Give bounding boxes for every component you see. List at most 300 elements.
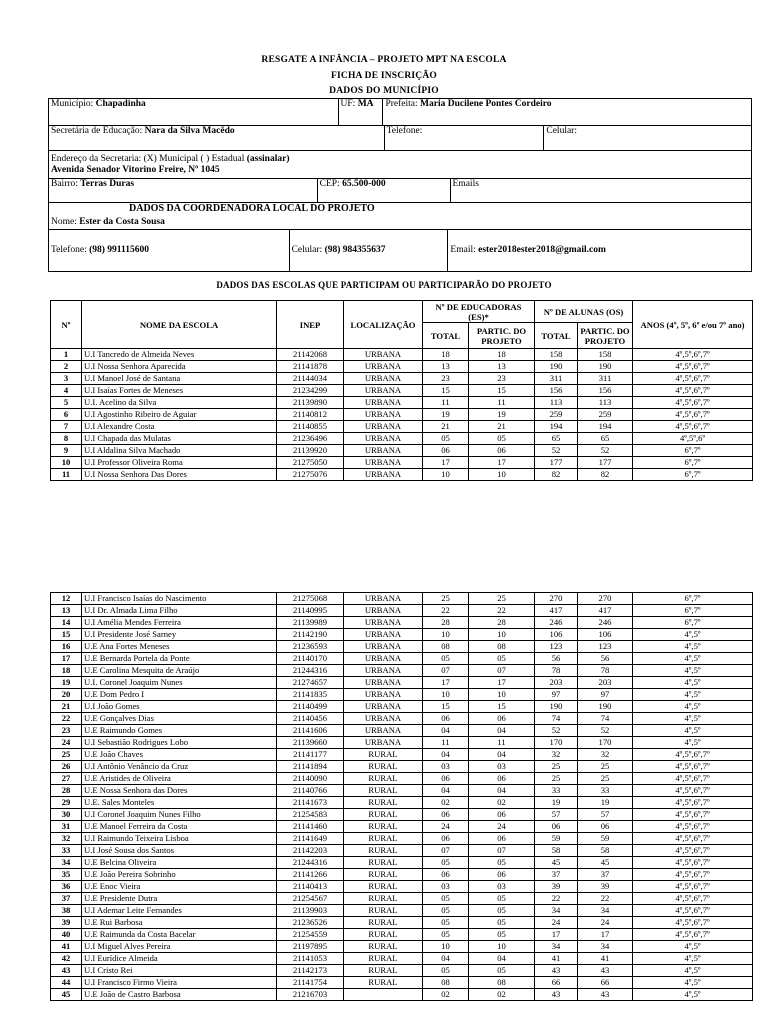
alunas-partic: 82 [578, 469, 633, 481]
localizacao: RURAL [344, 917, 423, 929]
row-num: 9 [51, 445, 82, 457]
alunas-total: 82 [535, 469, 578, 481]
row-num: 12 [51, 593, 82, 605]
alunas-total: 113 [535, 397, 578, 409]
educadoras-partic: 06 [469, 445, 535, 457]
localizacao: RURAL [344, 845, 423, 857]
inep-code: 21141754 [277, 977, 344, 989]
alunas-partic: 74 [578, 713, 633, 725]
anos: 4º,5º [633, 725, 753, 737]
school-row [51, 433, 753, 445]
localizacao: URBANA [344, 677, 423, 689]
row-num: 32 [51, 833, 82, 845]
coordenadora-title: DADOS DA COORDENADORA LOCAL DO PROJETO [129, 203, 375, 215]
anos: 4º,5º,6º,7º [633, 809, 753, 821]
school-row [51, 965, 753, 977]
row-num: 22 [51, 713, 82, 725]
localizacao: RURAL [344, 749, 423, 761]
educadoras-total: 11 [423, 737, 469, 749]
alunas-partic: 259 [578, 409, 633, 421]
alunas-total: 417 [535, 605, 578, 617]
school-name: U.E Manoel Ferreira da Costa [82, 821, 277, 833]
inep-code: 21141460 [277, 821, 344, 833]
inep-code: 21141894 [277, 761, 344, 773]
inep-code: 21139660 [277, 737, 344, 749]
educadoras-total: 06 [423, 773, 469, 785]
educadoras-total: 07 [423, 845, 469, 857]
inep-code: 21275076 [277, 469, 344, 481]
row-num: 34 [51, 857, 82, 869]
alunas-total: 41 [535, 953, 578, 965]
alunas-partic: 34 [578, 941, 633, 953]
alunas-partic: 59 [578, 833, 633, 845]
alunas-total: 97 [535, 689, 578, 701]
educadoras-total: 28 [423, 617, 469, 629]
localizacao: URBANA [344, 641, 423, 653]
localizacao: RURAL [344, 977, 423, 989]
school-name: U.I Tancredo de Almeida Neves [82, 349, 277, 361]
educadoras-total: 05 [423, 893, 469, 905]
educadoras-partic: 08 [469, 977, 535, 989]
inep-code: 21141053 [277, 953, 344, 965]
school-name: U.E Nossa Senhora das Dores [82, 785, 277, 797]
alunas-partic: 56 [578, 653, 633, 665]
header-inep: INEP [277, 301, 344, 349]
row-num: 43 [51, 965, 82, 977]
localizacao: URBANA [344, 737, 423, 749]
school-row [51, 409, 753, 421]
educadoras-partic: 05 [469, 433, 535, 445]
inep-code: 21139890 [277, 397, 344, 409]
alunas-total: 78 [535, 665, 578, 677]
row-num: 41 [51, 941, 82, 953]
row-num: 3 [51, 373, 82, 385]
anos: 4º,5º,6º,7º [633, 749, 753, 761]
prefeita-label: Prefeita: [385, 99, 418, 109]
alunas-partic: 24 [578, 917, 633, 929]
localizacao: URBANA [344, 617, 423, 629]
school-row [51, 761, 753, 773]
form-subtitle: FICHA DE INSCRIÇÃO [330, 71, 437, 81]
localizacao: URBANA [344, 593, 423, 605]
row-num: 27 [51, 773, 82, 785]
row-num: 13 [51, 605, 82, 617]
alunas-total: 123 [535, 641, 578, 653]
row-num: 20 [51, 689, 82, 701]
educadoras-total: 24 [423, 821, 469, 833]
school-name: U.I Agostinho Ribeiro de Aguiar [82, 409, 277, 421]
educadoras-total: 04 [423, 785, 469, 797]
school-name: U.I Ademar Leite Fernandes [82, 905, 277, 917]
alunas-total: 34 [535, 941, 578, 953]
inep-code: 21216703 [277, 989, 344, 1001]
educadoras-total: 04 [423, 749, 469, 761]
school-row [51, 833, 753, 845]
alunas-partic: 22 [578, 893, 633, 905]
inep-code: 21275068 [277, 593, 344, 605]
row-num: 18 [51, 665, 82, 677]
inep-code: 21141177 [277, 749, 344, 761]
anos: 4º,5º,6º,7º [633, 361, 753, 373]
inep-code: 21140855 [277, 421, 344, 433]
prefeita-value: Maria Ducilene Pontes Cordeiro [420, 99, 552, 109]
educadoras-total: 08 [423, 977, 469, 989]
school-name: U.I. Acelino da Silva [82, 397, 277, 409]
alunas-partic: 57 [578, 809, 633, 821]
alunas-partic: 106 [578, 629, 633, 641]
alunas-partic: 158 [578, 349, 633, 361]
educadoras-partic: 11 [469, 737, 535, 749]
anos: 4º,5º [633, 737, 753, 749]
header-partic-alunas: PARTIC. DO PROJETO [578, 323, 633, 349]
endereco-value: Avenida Senador Vitorino Freire, Nº 1045 [51, 164, 220, 175]
row-num: 16 [51, 641, 82, 653]
anos: 4º,5º,6º,7º [633, 349, 753, 361]
alunas-total: 52 [535, 725, 578, 737]
educadoras-partic: 02 [469, 989, 535, 1001]
school-row [51, 665, 753, 677]
localizacao: URBANA [344, 457, 423, 469]
alunas-total: 156 [535, 385, 578, 397]
school-name: U.E Dom Pedro I [82, 689, 277, 701]
anos: 4º,5º,6º,7º [633, 397, 753, 409]
coordenadora-table [48, 202, 752, 272]
inep-code: 21236593 [277, 641, 344, 653]
municipio-label: Município: [51, 99, 94, 109]
educadoras-partic: 08 [469, 641, 535, 653]
school-name: U.I Nossa Senhora Das Dores [82, 469, 277, 481]
anos: 4º,5º,6º,7º [633, 773, 753, 785]
inep-code: 21254583 [277, 809, 344, 821]
school-name: U.I Coronel Joaquim Nunes Filho [82, 809, 277, 821]
secretaria-value: Nara da Silva Macêdo [144, 126, 235, 136]
educadoras-partic: 10 [469, 689, 535, 701]
anos: 6º,7º [633, 605, 753, 617]
school-row [51, 821, 753, 833]
anos: 4º,5º [633, 989, 753, 1001]
educadoras-partic: 07 [469, 665, 535, 677]
coord-nome-value: Ester da Costa Sousa [79, 216, 165, 227]
inep-code: 21142203 [277, 845, 344, 857]
alunas-total: 19 [535, 797, 578, 809]
educadoras-partic: 19 [469, 409, 535, 421]
alunas-total: 25 [535, 761, 578, 773]
endereco-hint: (assinalar) [246, 153, 290, 164]
inep-code: 21274657 [277, 677, 344, 689]
inep-code: 21140413 [277, 881, 344, 893]
educadoras-partic: 04 [469, 953, 535, 965]
alunas-total: 32 [535, 749, 578, 761]
anos: 4º,5º [633, 689, 753, 701]
anos: 4º,5º,6º,7º [633, 409, 753, 421]
localizacao: RURAL [344, 773, 423, 785]
educadoras-total: 13 [423, 361, 469, 373]
localizacao: URBANA [344, 713, 423, 725]
educadoras-partic: 10 [469, 941, 535, 953]
inep-code: 21236526 [277, 917, 344, 929]
school-name: U.E Enoc Vieira [82, 881, 277, 893]
coord-celular-label: Celular: [291, 245, 323, 255]
school-name: U.E João Pereira Sobrinho [82, 869, 277, 881]
school-name: U.I Isaías Fortes de Meneses [82, 385, 277, 397]
localizacao: URBANA [344, 385, 423, 397]
row-num: 35 [51, 869, 82, 881]
educadoras-total: 22 [423, 605, 469, 617]
educadoras-partic: 11 [469, 397, 535, 409]
uf-value: MA [357, 99, 374, 109]
localizacao: RURAL [344, 941, 423, 953]
alunas-total: 17 [535, 929, 578, 941]
alunas-partic: 78 [578, 665, 633, 677]
municipio-value: Chapadinha [95, 99, 146, 109]
anos: 4º,5º [633, 941, 753, 953]
alunas-partic: 190 [578, 361, 633, 373]
alunas-partic: 65 [578, 433, 633, 445]
header-partic-educadoras: PARTIC. DO PROJETO [469, 323, 535, 349]
educadoras-partic: 05 [469, 929, 535, 941]
educadoras-total: 15 [423, 385, 469, 397]
inep-code: 21254559 [277, 929, 344, 941]
endereco-label: Endereço da Secretaria: (X) Municipal ( ) Estadual [51, 153, 245, 164]
educadoras-total: 18 [423, 349, 469, 361]
educadoras-total: 02 [423, 797, 469, 809]
educadoras-total: 06 [423, 869, 469, 881]
school-row [51, 881, 753, 893]
localizacao: URBANA [344, 361, 423, 373]
row-num: 7 [51, 421, 82, 433]
educadoras-partic: 10 [469, 629, 535, 641]
localizacao: RURAL [344, 893, 423, 905]
school-row [51, 773, 753, 785]
alunas-partic: 123 [578, 641, 633, 653]
school-name: U.I Cristo Rei [82, 965, 277, 977]
localizacao: URBANA [344, 397, 423, 409]
alunas-partic: 17 [578, 929, 633, 941]
localizacao: URBANA [344, 433, 423, 445]
anos: 4º,5º,6º,7º [633, 385, 753, 397]
alunas-partic: 177 [578, 457, 633, 469]
row-num: 28 [51, 785, 82, 797]
localizacao: URBANA [344, 349, 423, 361]
localizacao: URBANA [344, 605, 423, 617]
educadoras-partic: 22 [469, 605, 535, 617]
alunas-partic: 39 [578, 881, 633, 893]
localizacao: URBANA [344, 409, 423, 421]
educadoras-total: 06 [423, 809, 469, 821]
alunas-total: 33 [535, 785, 578, 797]
row-num: 19 [51, 677, 82, 689]
anos: 4º,5º [633, 665, 753, 677]
inep-code: 21144034 [277, 373, 344, 385]
school-name: U.E Presidente Dutra [82, 893, 277, 905]
alunas-partic: 45 [578, 857, 633, 869]
alunas-partic: 113 [578, 397, 633, 409]
inep-code: 21140995 [277, 605, 344, 617]
anos: 4º,5º,6º,7º [633, 917, 753, 929]
bairro-value: Terras Duras [80, 179, 135, 189]
school-name: U.I Amélia Mendes Ferreira [82, 617, 277, 629]
localizacao: URBANA [344, 653, 423, 665]
school-name: U.E Belcina Oliveira [82, 857, 277, 869]
alunas-total: 203 [535, 677, 578, 689]
school-name: U.I. Coronel Joaquim Nunes [82, 677, 277, 689]
alunas-total: 65 [535, 433, 578, 445]
educadoras-total: 02 [423, 989, 469, 1001]
anos: 4º,5º,6º,7º [633, 373, 753, 385]
school-name: U.I Eurídice Almeida [82, 953, 277, 965]
educadoras-partic: 05 [469, 653, 535, 665]
alunas-partic: 06 [578, 821, 633, 833]
educadoras-total: 08 [423, 641, 469, 653]
coord-celular-value: (98) 984355637 [324, 245, 386, 255]
secretaria-label: Secretária de Educação: [51, 126, 143, 136]
row-num: 8 [51, 433, 82, 445]
school-row [51, 689, 753, 701]
school-row [51, 457, 753, 469]
anos: 4º,5º,6º,7º [633, 857, 753, 869]
row-num: 40 [51, 929, 82, 941]
localizacao: RURAL [344, 833, 423, 845]
emails-label: Emails [452, 179, 479, 189]
municipio-table [48, 98, 752, 126]
educadoras-partic: 05 [469, 965, 535, 977]
school-row [51, 953, 753, 965]
localizacao: RURAL [344, 953, 423, 965]
school-row [51, 629, 753, 641]
school-row [51, 617, 753, 629]
inep-code: 21141266 [277, 869, 344, 881]
header-nome: NOME DA ESCOLA [82, 301, 277, 349]
alunas-partic: 170 [578, 737, 633, 749]
alunas-partic: 52 [578, 725, 633, 737]
row-num: 15 [51, 629, 82, 641]
educadoras-partic: 18 [469, 349, 535, 361]
school-name: U.E Raimunda da Costa Bacelar [82, 929, 277, 941]
alunas-partic: 417 [578, 605, 633, 617]
school-row [51, 941, 753, 953]
educadoras-total: 06 [423, 445, 469, 457]
anos: 4º,5º [633, 701, 753, 713]
row-num: 10 [51, 457, 82, 469]
inep-code: 21140170 [277, 653, 344, 665]
educadoras-total: 04 [423, 953, 469, 965]
alunas-total: 22 [535, 893, 578, 905]
header-anos: ANOS (4º, 5º, 6º e/ou 7º ano) [633, 301, 753, 349]
educadoras-partic: 03 [469, 761, 535, 773]
school-row [51, 749, 753, 761]
alunas-total: 190 [535, 701, 578, 713]
inep-code: 21234299 [277, 385, 344, 397]
educadoras-partic: 25 [469, 593, 535, 605]
alunas-total: 43 [535, 989, 578, 1001]
anos: 6º,7º [633, 593, 753, 605]
alunas-total: 158 [535, 349, 578, 361]
row-num: 25 [51, 749, 82, 761]
schools-body-1 [51, 349, 753, 481]
school-name: U.E João Chaves [82, 749, 277, 761]
school-name: U.E Raimundo Gomes [82, 725, 277, 737]
educadoras-total: 10 [423, 689, 469, 701]
localizacao: RURAL [344, 965, 423, 977]
row-num: 45 [51, 989, 82, 1001]
alunas-total: 311 [535, 373, 578, 385]
alunas-partic: 43 [578, 989, 633, 1001]
header-educadoras: Nº DE EDUCADORAS (ES)* [423, 301, 535, 323]
school-row [51, 397, 753, 409]
anos: 4º,5º,6º,7º [633, 893, 753, 905]
educadoras-total: 05 [423, 917, 469, 929]
inep-code: 21254567 [277, 893, 344, 905]
school-name: U.I Alexandre Costa [82, 421, 277, 433]
header-total-alunas: TOTAL [535, 323, 578, 349]
schools-section-title: DADOS DAS ESCOLAS QUE PARTICIPAM OU PARTICIPARÃO DO PROJETO [216, 280, 552, 290]
alunas-partic: 33 [578, 785, 633, 797]
school-name: U.I João Gomes [82, 701, 277, 713]
educadoras-partic: 10 [469, 469, 535, 481]
alunas-partic: 34 [578, 905, 633, 917]
educadoras-total: 17 [423, 677, 469, 689]
educadoras-total: 05 [423, 905, 469, 917]
inep-code: 21140090 [277, 773, 344, 785]
school-name: U.I Francisco Isaías do Nascimento [82, 593, 277, 605]
inep-code: 21275050 [277, 457, 344, 469]
endereco-table [48, 150, 752, 179]
cep-label: CEP: [319, 179, 340, 189]
school-name: U.I Professor Oliveira Roma [82, 457, 277, 469]
alunas-partic: 43 [578, 965, 633, 977]
inep-code: 21139989 [277, 617, 344, 629]
anos: 4º,5º [633, 677, 753, 689]
schools-table-1 [50, 300, 753, 481]
row-num: 37 [51, 893, 82, 905]
localizacao: URBANA [344, 629, 423, 641]
alunas-partic: 194 [578, 421, 633, 433]
educadoras-partic: 21 [469, 421, 535, 433]
educadoras-partic: 28 [469, 617, 535, 629]
school-row [51, 929, 753, 941]
row-num: 26 [51, 761, 82, 773]
alunas-partic: 156 [578, 385, 633, 397]
row-num: 39 [51, 917, 82, 929]
alunas-partic: 190 [578, 701, 633, 713]
educadoras-partic: 06 [469, 713, 535, 725]
inep-code: 21142068 [277, 349, 344, 361]
anos: 4º,5º [633, 653, 753, 665]
school-name: U.I Presidente José Sarney [82, 629, 277, 641]
educadoras-total: 21 [423, 421, 469, 433]
school-name: U.I Miguel Alves Pereira [82, 941, 277, 953]
anos: 6º,7º [633, 617, 753, 629]
school-name: U.E Carolina Mesquita de Araújo [82, 665, 277, 677]
header-num: Nº [51, 301, 82, 349]
localizacao: RURAL [344, 821, 423, 833]
anos: 4º,5º,6º,7º [633, 761, 753, 773]
localizacao: RURAL [344, 797, 423, 809]
educadoras-total: 03 [423, 761, 469, 773]
inep-code: 21244316 [277, 857, 344, 869]
celular-label: Celular: [546, 126, 577, 136]
alunas-total: 106 [535, 629, 578, 641]
inep-code: 21142173 [277, 965, 344, 977]
school-row [51, 677, 753, 689]
educadoras-total: 11 [423, 397, 469, 409]
row-num: 11 [51, 469, 82, 481]
anos: 4º,5º,6º,7º [633, 845, 753, 857]
row-num: 44 [51, 977, 82, 989]
anos: 4º,5º,6º,7º [633, 821, 753, 833]
row-num: 24 [51, 737, 82, 749]
localizacao: RURAL [344, 857, 423, 869]
